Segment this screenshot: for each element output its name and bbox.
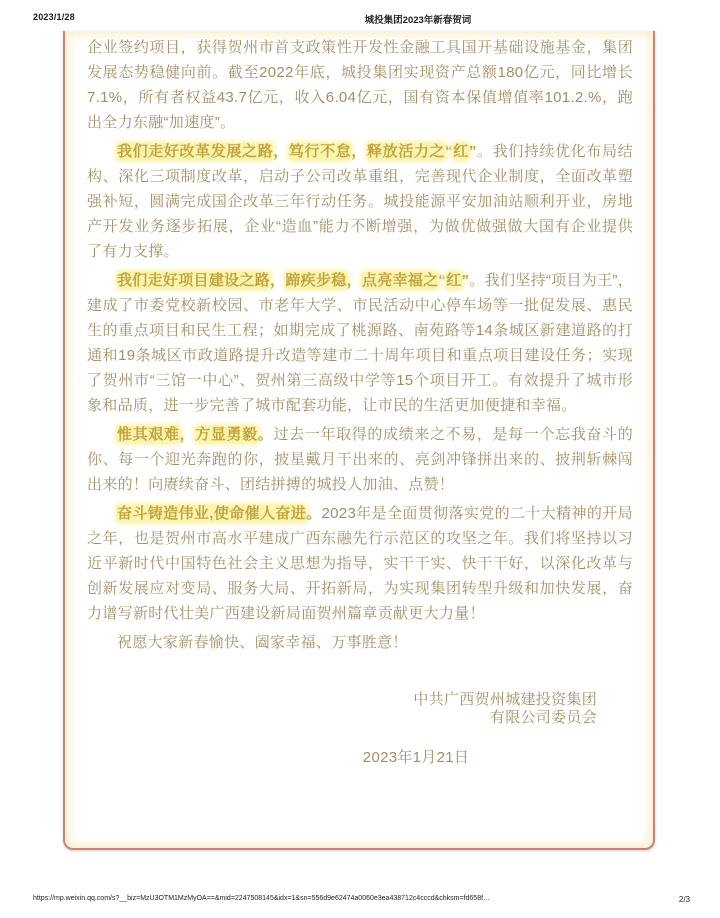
highlighted-phrase: 红	[446, 272, 462, 289]
emphasis-phrase: ，	[351, 143, 367, 160]
emphasis-phrase: “	[445, 143, 453, 160]
highlighted-phrase: 红	[452, 143, 469, 160]
print-header-title: 城投集团2023年新春贺词	[364, 15, 472, 26]
highlighted-phrase: 我们走好项目建设之路	[117, 272, 271, 289]
signature-line-1: 中共广西贺州城建投资集团	[413, 691, 597, 708]
highlighted-phrase: 奋斗铸造伟业,使命催人奋进	[117, 505, 307, 522]
text-segment: 企业签约项目，获得贺州市首支政策性开发性金融工具国开基础设施基金，集团发展态势稳健向前。截至2022年底，城投集团实现资产总额180亿元，同比增长7.1%，所有者权益43.7亿元，收入6.04亿元，国有资本保值增值率101.2.%，跑出全力东融“加速度”。	[87, 39, 633, 131]
paragraph	[87, 139, 633, 264]
paragraph	[87, 630, 633, 655]
article-frame	[63, 31, 655, 850]
article-body	[87, 35, 633, 655]
highlighted-phrase: 笃行不怠	[288, 143, 352, 160]
emphasis-phrase: ，	[346, 272, 362, 289]
print-footer-url: https://mp.weixin.qq.com/s?__biz=MzU3OTM1MzMyOA==&mid=2247508145&idx=1&sn=556d9e62474a0060e3ea438712c4cccd&chksm=fd658f…	[33, 895, 491, 902]
print-footer-page-number: 2/3	[678, 895, 690, 904]
emphasis-phrase: ”	[461, 272, 470, 289]
print-header-date: 2023/1/28	[33, 12, 75, 22]
signature-line-2: 有限公司委员会	[489, 709, 597, 726]
highlighted-phrase: 我们走好改革发展之路	[117, 143, 274, 160]
emphasis-phrase: 。	[306, 505, 322, 522]
text-segment: 过去一年取得的成绩来之不易，是每一个忘我奋斗的你、每一个迎光奔跑的你，披星戴月干出来的、亮剑冲锋拼出来的、披荆斩棘闯出来的！向赓续奋斗、团结拼搏的城投人加油、点赞！	[87, 426, 634, 493]
highlighted-phrase: 释放活力之	[367, 143, 446, 160]
text-segment: 2023年是全面贯彻落实党的二十大精神的开局之年，也是贺州市高水平建成广西东融先行示范区的攻坚之年。我们将坚持以习近平新时代中国特色社会主义思想为指导，实干干实、快干干好，以深化改革与创新发展应对变局、服务大局、开拓新局，为实现集团转型升级和加快发展，奋力谱写新时代壮美广西建设新局面贺州篇章贡献更大力量！	[87, 505, 633, 622]
emphasis-phrase: “	[438, 272, 447, 289]
emphasis-phrase: ，	[270, 272, 286, 289]
letter-date: 2023年1月21日	[362, 749, 470, 766]
text-segment: 祝愿大家新春愉快、阖家幸福、万事胜意！	[117, 634, 408, 651]
paragraph	[87, 422, 633, 497]
text-segment: 。我们坚持“项目为王”，建成了市委党校新校园、市老年大学、市民活动中心停车场等一批促发展、惠民生的重点项目和民生工程；如期完成了桃源路、南苑路等14条城区新建道路的打通和19条城区市政道路提升改造等建市二十周年项目和重点项目建设任务；实现了贺州市“三馆一中心”、贺州第三高级中学等15个项目开工。有效提升了城市形象和品质，进一步完善了城市配套功能，让市民的生活更加便捷和幸福。	[87, 272, 633, 414]
highlighted-phrase: 点亮幸福之	[361, 272, 439, 289]
emphasis-phrase: ”	[468, 143, 477, 160]
emphasis-phrase: ，	[273, 143, 289, 160]
paragraph	[87, 268, 633, 418]
highlighted-phrase: 方显勇毅	[195, 426, 258, 443]
signature-block	[87, 691, 633, 727]
paragraph	[87, 35, 633, 135]
highlighted-phrase: 蹄疾步稳	[285, 272, 347, 289]
text-segment: 。我们持续优化布局结构、深化三项制度改革，启动子公司改革重组，完善现代企业制度，全面改革塑强补短，圆满完成国企改革三年行动任务。城投能源平安加油站顺利开业，房地产开发业务逐步拓展，企业“造血”能力不断增强，为做优做强做大国有企业提供了有力支撑。	[87, 143, 633, 260]
paragraph	[87, 501, 633, 626]
emphasis-phrase: ，	[179, 426, 196, 443]
highlighted-phrase: 惟其艰难	[117, 426, 180, 443]
emphasis-phrase: 。	[257, 426, 274, 443]
